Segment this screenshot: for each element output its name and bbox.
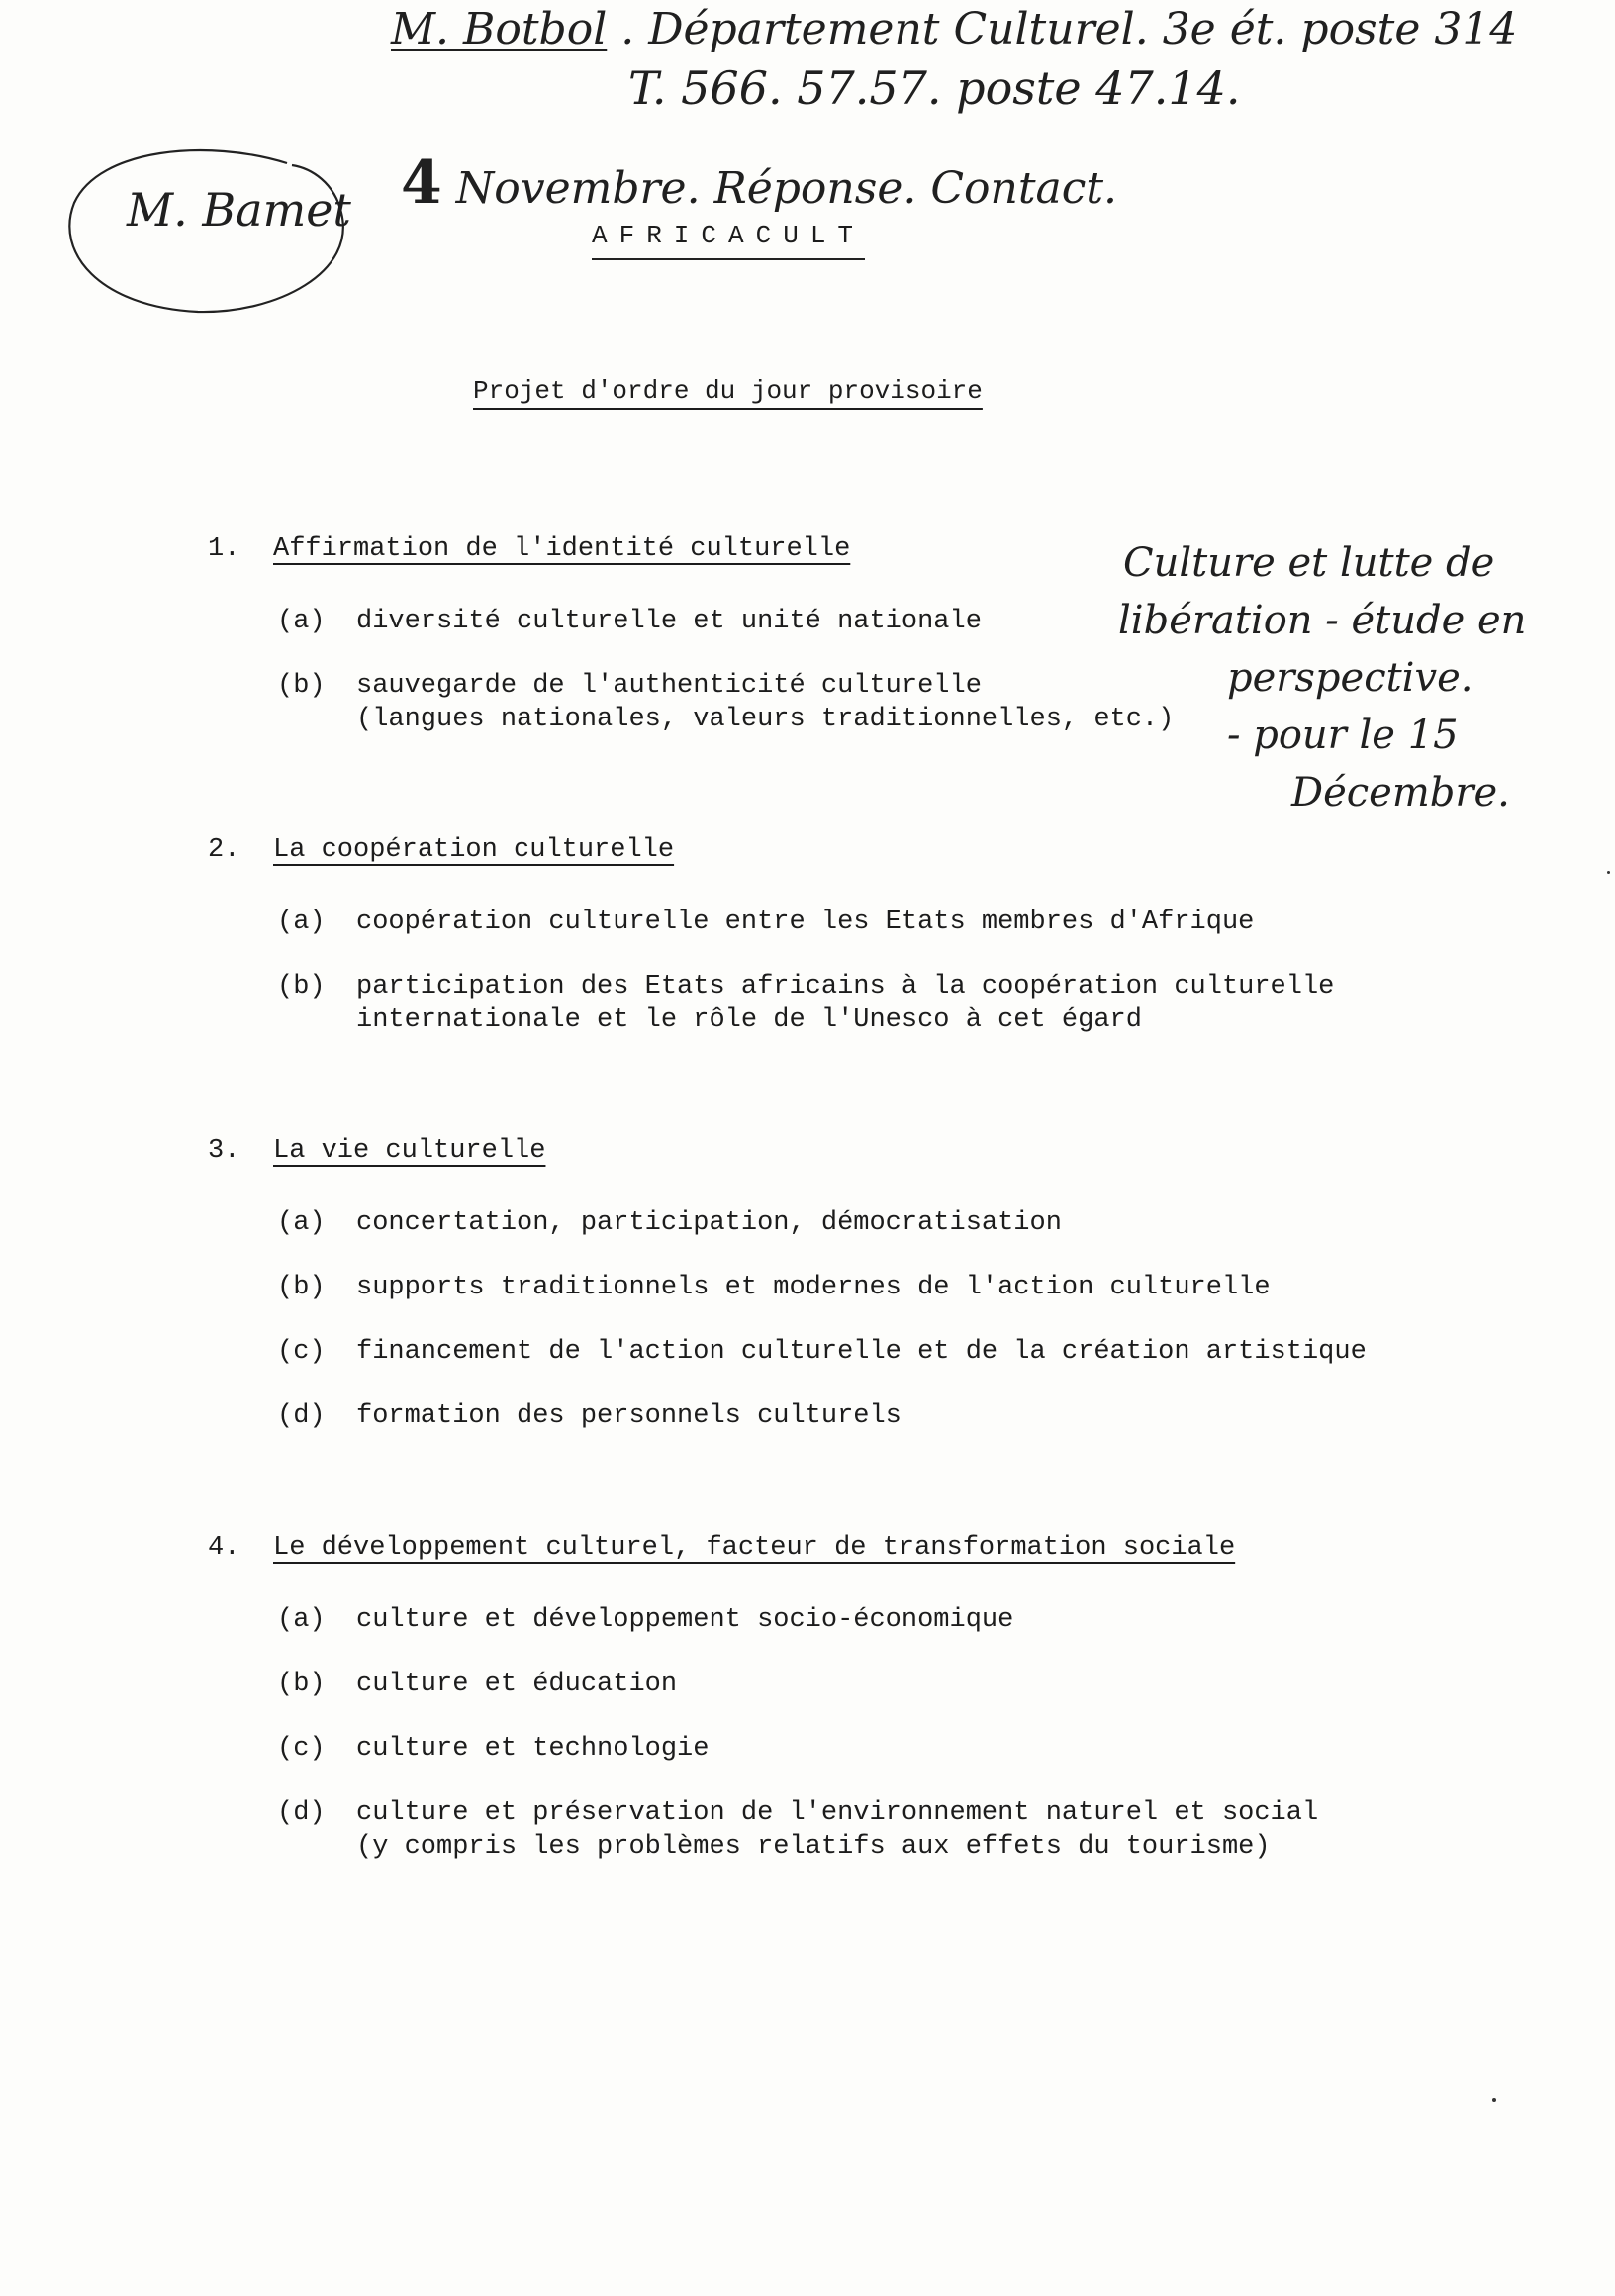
sub-item-text bbox=[356, 970, 1334, 1037]
section-number: 3. bbox=[208, 1136, 240, 1166]
sub-item-line: culture et préservation de l'environnement naturel et social bbox=[356, 1798, 1319, 1828]
handwritten-contact-department: . Département Culturel. 3e ét. poste 314 bbox=[620, 4, 1518, 54]
sub-item-line: participation des Etats africains à la coopération culturelle bbox=[356, 972, 1335, 1002]
section-title: Affirmation de l'identité culturelle bbox=[273, 534, 851, 564]
sub-item-label: (b) bbox=[277, 1670, 326, 1699]
sub-item-line: coopération culturelle entre les Etats membres d'Afrique bbox=[356, 908, 1255, 937]
agenda-sub-item bbox=[208, 605, 1415, 638]
handwritten-reply-number: 4 bbox=[401, 148, 442, 218]
sub-item-text bbox=[356, 1732, 709, 1766]
scan-speck bbox=[1607, 871, 1610, 874]
handwritten-reply-text: Novembre. Réponse. Contact. bbox=[455, 163, 1118, 214]
organization-title: AFRICACULT bbox=[592, 221, 865, 260]
agenda-section-2 bbox=[208, 835, 1415, 1037]
sub-item-line: supports traditionnels et modernes de l'action culturelle bbox=[356, 1273, 1271, 1302]
agenda-sub-item bbox=[208, 1796, 1415, 1864]
section-number: 2. bbox=[208, 835, 240, 865]
section-heading bbox=[208, 835, 1415, 875]
sub-item-label: (c) bbox=[277, 1734, 326, 1764]
agenda-sub-item bbox=[208, 970, 1415, 1037]
sub-item-label: (b) bbox=[277, 671, 326, 701]
section-heading bbox=[208, 534, 1415, 574]
sub-item-line: culture et développement socio-économique bbox=[356, 1605, 1014, 1635]
agenda-sub-item bbox=[208, 1399, 1415, 1433]
agenda-sub-item bbox=[208, 1603, 1415, 1637]
agenda-sub-item bbox=[208, 1335, 1415, 1369]
sub-item-label: (c) bbox=[277, 1337, 326, 1367]
agenda-sub-item bbox=[208, 669, 1415, 736]
section-title: La vie culturelle bbox=[273, 1136, 546, 1166]
handwritten-contact-line bbox=[391, 4, 1517, 54]
section-heading bbox=[208, 1533, 1415, 1573]
sub-item-line: (y compris les problèmes relatifs aux effets du tourisme) bbox=[356, 1832, 1271, 1862]
sub-item-label: (b) bbox=[277, 1273, 326, 1302]
agenda-sub-item bbox=[208, 906, 1415, 939]
sub-item-label: (b) bbox=[277, 972, 326, 1002]
sub-item-line: culture et technologie bbox=[356, 1734, 710, 1764]
sub-item-text bbox=[356, 1335, 1367, 1369]
sub-item-text bbox=[356, 1271, 1271, 1304]
section-number: 1. bbox=[208, 534, 240, 564]
margin-note-line: libération - étude en bbox=[1118, 598, 1527, 643]
sub-item-label: (d) bbox=[277, 1401, 326, 1431]
sub-item-label: (a) bbox=[277, 1208, 326, 1238]
circled-name-annotation bbox=[59, 144, 356, 317]
margin-note-line: perspective. bbox=[1227, 655, 1473, 701]
sub-item-label: (a) bbox=[277, 1605, 326, 1635]
sub-item-text bbox=[356, 1796, 1318, 1864]
handwritten-reply-note bbox=[401, 148, 1117, 218]
sub-item-line: (langues nationales, valeurs traditionnelles, etc.) bbox=[356, 705, 1175, 734]
sub-item-text bbox=[356, 1399, 902, 1433]
sub-item-line: formation des personnels culturels bbox=[356, 1401, 902, 1431]
section-number: 4. bbox=[208, 1533, 240, 1563]
sub-item-line: sauvegarde de l'authenticité culturelle bbox=[356, 671, 982, 701]
agenda-section-3 bbox=[208, 1136, 1415, 1433]
agenda-sub-item bbox=[208, 1271, 1415, 1304]
agenda-sub-item bbox=[208, 1668, 1415, 1701]
margin-note-line: Décembre. bbox=[1291, 770, 1510, 815]
section-title: Le développement culturel, facteur de transformation sociale bbox=[273, 1533, 1236, 1563]
sub-item-text bbox=[356, 1668, 677, 1701]
sub-item-label: (d) bbox=[277, 1798, 326, 1828]
scan-speck bbox=[1492, 2098, 1496, 2102]
margin-note-line: Culture et lutte de bbox=[1123, 540, 1495, 586]
sub-item-text bbox=[356, 1206, 1062, 1240]
handwritten-contact-name: M. Botbol bbox=[391, 4, 608, 54]
sub-item-line: diversité culturelle et unité nationale bbox=[356, 607, 982, 636]
agenda-sub-item bbox=[208, 1206, 1415, 1240]
agenda-section-4 bbox=[208, 1533, 1415, 1864]
handwritten-phone-line: T. 566. 57.57. poste 47.14. bbox=[628, 61, 1241, 115]
sub-item-label: (a) bbox=[277, 607, 326, 636]
sub-item-line: internationale et le rôle de l'Unesco à cet égard bbox=[356, 1005, 1142, 1035]
section-title: La coopération culturelle bbox=[273, 835, 675, 865]
document-title: Projet d'ordre du jour provisoire bbox=[473, 376, 983, 406]
margin-note-line: - pour le 15 bbox=[1227, 713, 1459, 758]
sub-item-label: (a) bbox=[277, 908, 326, 937]
agenda-section-1 bbox=[208, 534, 1415, 736]
sub-item-text bbox=[356, 906, 1254, 939]
sub-item-line: culture et éducation bbox=[356, 1670, 678, 1699]
section-heading bbox=[208, 1136, 1415, 1176]
sub-item-line: concertation, participation, démocratisation bbox=[356, 1208, 1062, 1238]
sub-item-text bbox=[356, 605, 982, 638]
circled-name-text: M. Bamet bbox=[127, 183, 351, 237]
sub-item-line: financement de l'action culturelle et de la création artistique bbox=[356, 1337, 1367, 1367]
sub-item-text bbox=[356, 1603, 1013, 1637]
sub-item-text bbox=[356, 669, 1174, 736]
agenda-sub-item bbox=[208, 1732, 1415, 1766]
